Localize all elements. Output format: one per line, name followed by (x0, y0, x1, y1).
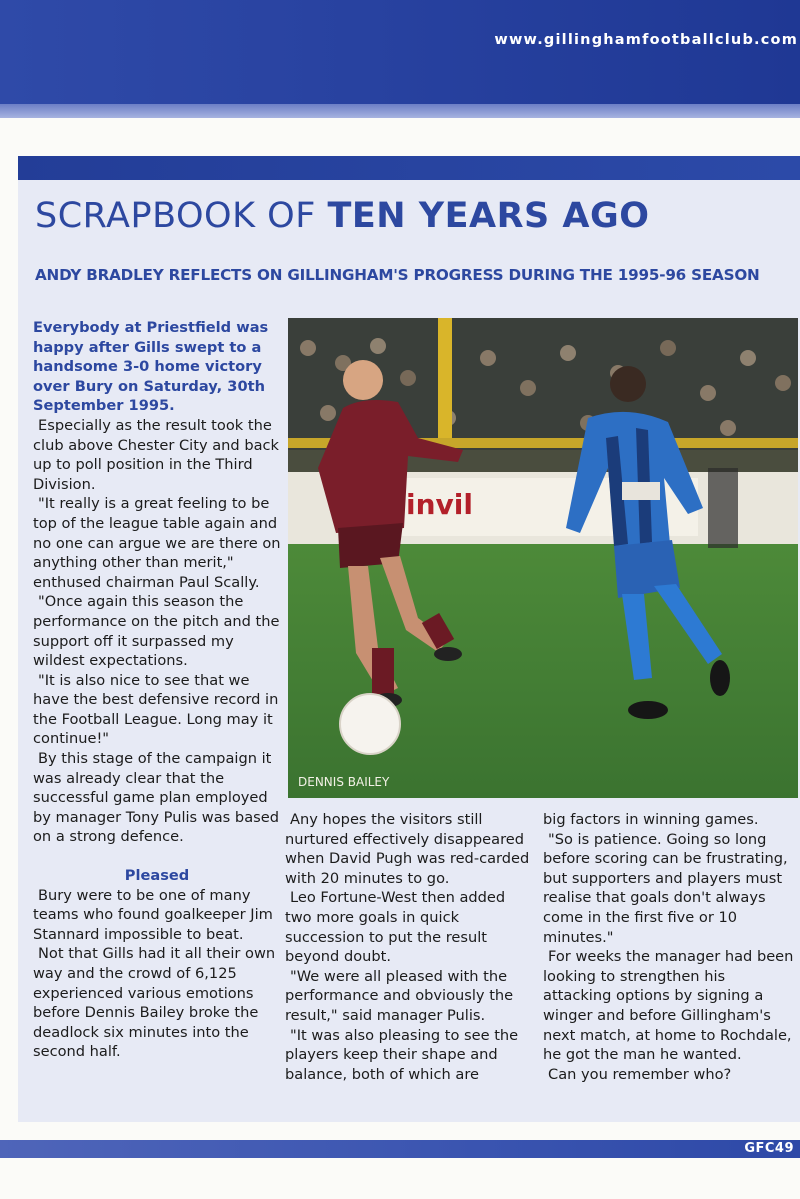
body-paragraph: "It really is a great feeling to be top of the league table again and no one can argue we are there on anything other than merit," enthused chairman Paul Scally. (33, 495, 281, 591)
article-deck: ANDY BRADLEY REFLECTS ON GILLINGHAM'S PROGRESS DURING THE 1995-96 SEASON (35, 266, 760, 284)
body-paragraph: "It was also pleasing to see the players keep their shape and balance, both of which are (285, 1026, 519, 1083)
body-paragraph: By this stage of the campaign it was already clear that the successful game plan employed by manager Tony Pulis was based on a strong defence. (33, 750, 279, 846)
title-bold: TEN YEARS AGO (327, 196, 650, 236)
column-middle (285, 810, 535, 1084)
body-paragraph: "We were all pleased with the performance and obviously the result," said manager Pulis. (285, 967, 514, 1024)
panel-top-bar (18, 156, 800, 180)
body-paragraph: "Once again this season the performance on the pitch and the support off it surpassed my wildest expectations. (33, 593, 280, 670)
body-paragraph: Bury were to be one of many teams who found goalkeeper Jim Stannard impossible to beat. (33, 886, 273, 943)
column-right (543, 810, 795, 1084)
photo-caption: DENNIS BAILEY (298, 775, 390, 789)
match-photo-illustration (288, 318, 798, 798)
body-paragraph: Especially as the result took the club above Chester City and back up to poll position in the Third Division. (33, 416, 279, 493)
match-photo (288, 318, 798, 798)
website-url[interactable]: www.gillinghamfootballclub.com (494, 32, 798, 48)
body-paragraph: Any hopes the visitors still nurtured effectively disappeared when David Pugh was red-carded with 20 minutes to go. (285, 811, 530, 887)
body-paragraph: Not that Gills had it all their own way and the crowd of 6,125 experienced various emotions before Dennis Bailey broke the deadlock six minutes into the second half. (33, 945, 276, 1061)
body-paragraph: "So is patience. Going so long before scoring can be frustrating, but supporters and players must realise that goals don't always come in the first five or 10 minutes." (543, 830, 788, 946)
header-band (0, 0, 800, 104)
ad-board-text: invil (406, 488, 473, 521)
column-left (33, 318, 281, 1062)
body-paragraph: big factors in winning games. (543, 811, 759, 828)
article-title (35, 196, 650, 236)
title-light: SCRAPBOOK OF (35, 196, 328, 236)
footer-band (0, 1140, 800, 1158)
subhead: Pleased (124, 867, 190, 885)
body-paragraph: For weeks the manager had been looking to strengthen his attacking options by signing a winger and before Gillingham's next match, at home to Rochdale, he got the man he wanted. (543, 948, 794, 1064)
body-paragraph: "It is also nice to see that we have the best defensive record in the Football League. Long may it continue!" (33, 671, 279, 748)
body-paragraph: Can you remember who? (548, 1065, 732, 1083)
body-paragraph: Leo Fortune-West then added two more goals in quick succession to put the result beyond doubt. (285, 889, 506, 966)
page-number: GFC49 (744, 1141, 794, 1156)
intro-paragraph: Everybody at Priestfield was happy after Gills swept to a handsome 3-0 home victory over Bury on Saturday, 30th September 1995. (33, 319, 269, 415)
